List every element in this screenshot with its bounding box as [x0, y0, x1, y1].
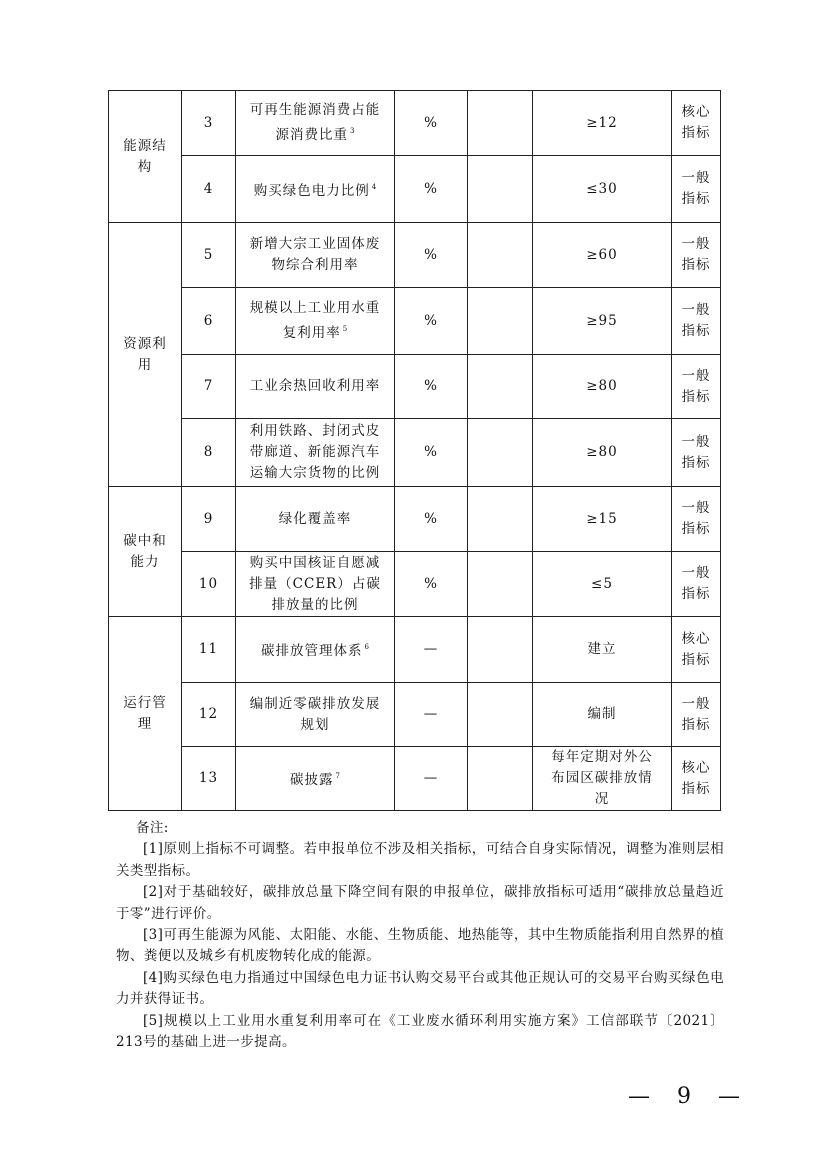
blank-cell — [468, 419, 533, 487]
blank-cell — [468, 91, 533, 156]
note-3: [3]可再生能源为风能、太阳能、水能、生物质能、地热能等，其中生物质能指利用自然界的植物、粪便以及城乡有机废物转化成的能源。 — [116, 927, 724, 965]
indicator-name-cell — [236, 552, 395, 617]
blank-cell — [468, 223, 533, 288]
unit-cell: % — [395, 288, 468, 355]
type-cell: 一般指标 — [672, 487, 721, 552]
number-cell: 12 — [182, 683, 236, 747]
target-cell: 每年定期对外公布园区碳排放情况 — [533, 747, 672, 811]
table-row — [109, 91, 721, 156]
footnote-ref: 5 — [342, 325, 348, 333]
target-cell: 建立 — [533, 617, 672, 683]
note-2: [2]对于基础较好，碳排放总量下降空间有限的申报单位，碳排放指标可适用“碳排放总量趋近于零”进行评价。 — [116, 884, 724, 922]
indicator-name-cell — [236, 747, 395, 811]
note-4: [4]购买绿色电力指通过中国绿色电力证书认购交易平台或其他正规认可的交易平台购买绿色电力并获得证书。 — [116, 969, 724, 1008]
indicator-name: 规模以上工业用水重复利用率 — [249, 300, 381, 341]
type-cell: 核心指标 — [672, 617, 721, 683]
unit-cell: % — [395, 552, 468, 617]
indicator-table — [108, 90, 721, 811]
blank-cell — [468, 617, 533, 683]
table-row — [109, 617, 721, 683]
indicator-name-cell — [236, 487, 395, 552]
type-cell: 核心指标 — [672, 91, 721, 156]
number-cell: 7 — [182, 355, 236, 419]
table-row — [109, 552, 721, 617]
unit-cell: % — [395, 223, 468, 288]
unit-cell: — — [395, 683, 468, 747]
category-cell: 运行管理 — [109, 617, 182, 811]
blank-cell — [468, 487, 533, 552]
indicator-name: 利用铁路、封闭式皮带廊道、新能源汽车运输大宗货物的比例 — [249, 423, 381, 481]
target-cell: ≥80 — [533, 419, 672, 487]
number-cell: 3 — [182, 91, 236, 156]
indicator-name: 新增大宗工业固体废物综合利用率 — [249, 236, 381, 273]
unit-cell: % — [395, 355, 468, 419]
indicator-name: 工业余热回收利用率 — [249, 378, 381, 394]
footnote-ref: 6 — [364, 643, 369, 651]
target-cell: ≤30 — [533, 156, 672, 223]
number-cell: 6 — [182, 288, 236, 355]
indicator-name: 购买中国核证自愿减排量（CCER）占碳排放量的比例 — [249, 554, 381, 613]
table-row — [109, 223, 721, 288]
blank-cell — [468, 747, 533, 811]
number-cell: 5 — [182, 223, 236, 288]
blank-cell — [468, 355, 533, 419]
indicator-name-cell — [236, 288, 395, 355]
target-cell: ≥12 — [533, 91, 672, 156]
table-row — [109, 487, 721, 552]
type-cell: 一般指标 — [672, 683, 721, 747]
indicator-name: 绿化覆盖率 — [278, 510, 352, 527]
indicator-name-cell — [236, 223, 395, 288]
unit-cell: — — [395, 747, 468, 811]
type-cell: 一般指标 — [672, 156, 721, 223]
number-cell: 9 — [182, 487, 236, 552]
target-cell: ≥60 — [533, 223, 672, 288]
unit-cell: % — [395, 487, 468, 552]
type-cell: 一般指标 — [672, 355, 721, 419]
indicator-name: 碳排放管理体系 — [261, 643, 363, 659]
type-cell: 一般指标 — [672, 288, 721, 355]
type-cell: 一般指标 — [672, 419, 721, 487]
number-cell: 11 — [182, 617, 236, 683]
type-cell: 一般指标 — [672, 552, 721, 617]
unit-cell: % — [395, 91, 468, 156]
target-cell: 编制 — [533, 683, 672, 747]
table-row — [109, 156, 721, 223]
notes-section — [116, 818, 724, 1053]
indicator-name-cell — [236, 419, 395, 487]
blank-cell — [468, 288, 533, 355]
target-cell: ≥80 — [533, 355, 672, 419]
blank-cell — [468, 552, 533, 617]
target-cell: ≥15 — [533, 487, 672, 552]
table-row — [109, 683, 721, 747]
category-cell: 资源利用 — [109, 223, 182, 487]
indicator-name-cell — [236, 683, 395, 747]
footnote-ref: 4 — [371, 182, 377, 191]
category-cell: 能源结构 — [109, 91, 182, 223]
unit-cell: % — [395, 156, 468, 223]
indicator-name-cell — [236, 91, 395, 156]
page-number: — 9 — — [628, 1084, 750, 1109]
indicator-name: 编制近零碳排放发展规划 — [249, 695, 381, 733]
table-row — [109, 355, 721, 419]
indicator-name: 购买绿色电力比例 — [253, 182, 370, 199]
category-cell: 碳中和能力 — [109, 487, 182, 617]
indicator-name: 碳披露 — [290, 772, 334, 788]
number-cell: 10 — [182, 552, 236, 617]
notes-heading: 备注: — [136, 820, 169, 836]
target-cell: ≥95 — [533, 288, 672, 355]
number-cell: 13 — [182, 747, 236, 811]
table-row — [109, 747, 721, 811]
indicator-name-cell — [236, 156, 395, 223]
indicator-name-cell — [236, 355, 395, 419]
footnote-ref: 7 — [335, 772, 340, 780]
number-cell: 4 — [182, 156, 236, 223]
blank-cell — [468, 156, 533, 223]
number-cell: 8 — [182, 419, 236, 487]
indicator-name-cell — [236, 617, 395, 683]
unit-cell: % — [395, 419, 468, 487]
type-cell: 一般指标 — [672, 223, 721, 288]
footnote-ref: 3 — [350, 127, 355, 135]
blank-cell — [468, 683, 533, 747]
type-cell: 核心指标 — [672, 747, 721, 811]
table-row — [109, 419, 721, 487]
table-row — [109, 288, 721, 355]
note-5: [5]规模以上工业用水重复利用率可在《工业废水循环利用实施方案》工信部联节〔2021〕213号的基础上进一步提高。 — [116, 1012, 724, 1051]
indicator-name: 可再生能源消费占能源消费比重 — [249, 102, 381, 143]
note-1: [1]原则上指标不可调整。若申报单位不涉及相关指标，可结合自身实际情况，调整为准则层相关类型指标。 — [116, 841, 724, 879]
target-cell: ≤5 — [533, 552, 672, 617]
unit-cell: — — [395, 617, 468, 683]
